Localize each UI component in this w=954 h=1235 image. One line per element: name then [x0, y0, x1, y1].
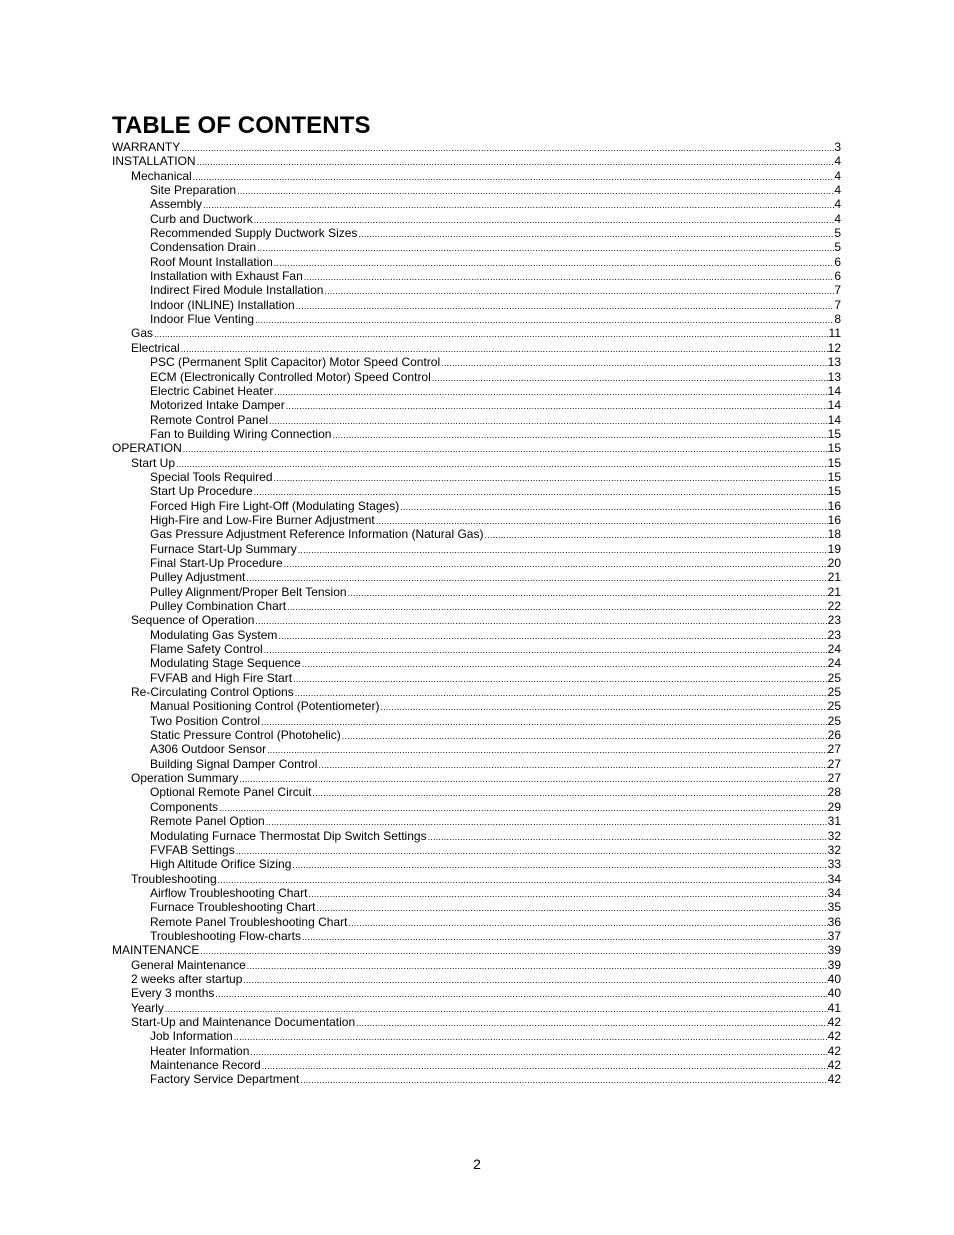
- toc-entry-label: FVFAB Settings: [150, 842, 235, 857]
- toc-entry[interactable]: [112, 843, 841, 857]
- toc-dot-leader: [379, 700, 827, 714]
- toc-entry[interactable]: [112, 470, 841, 484]
- toc-dot-leader: [196, 155, 835, 169]
- toc-entry[interactable]: [112, 283, 841, 297]
- toc-dot-leader: [315, 901, 827, 915]
- toc-entry-label: Electrical: [131, 340, 180, 355]
- toc-entry-label: Job Information: [150, 1029, 233, 1044]
- toc-entry[interactable]: [112, 1072, 841, 1086]
- toc-entry-label: Furnace Start-Up Summary: [150, 541, 297, 556]
- toc-entry-page: 16: [827, 512, 841, 527]
- toc-entry-label: Troubleshooting Flow-charts: [150, 928, 301, 943]
- toc-entry[interactable]: [112, 169, 841, 183]
- toc-entry-page: 42: [827, 1058, 841, 1072]
- toc-entry-label: Modulating Stage Sequence: [150, 656, 301, 671]
- toc-entry[interactable]: [112, 527, 841, 541]
- toc-entry-label: Motorized Intake Damper: [150, 398, 285, 413]
- toc-entry-label: Operation Summary: [131, 771, 239, 786]
- toc-entry-page: 26: [827, 728, 841, 743]
- toc-entry-page: 19: [827, 541, 841, 556]
- toc-entry-label: Remote Panel Troubleshooting Chart: [150, 914, 348, 929]
- toc-entry[interactable]: [112, 943, 841, 957]
- toc-entry-page: 21: [827, 584, 841, 599]
- toc-entry-page: 14: [827, 398, 841, 413]
- toc-entry-label: FVFAB and High Fire Start: [150, 670, 293, 685]
- toc-entry-page: 11: [828, 326, 841, 341]
- toc-entry-label: Maintenance Record: [150, 1058, 261, 1072]
- toc-entry-page: 22: [827, 599, 841, 613]
- toc-dot-leader: [263, 643, 828, 657]
- toc-entry-page: 5: [834, 240, 841, 255]
- toc-entry[interactable]: [112, 570, 841, 584]
- toc-dot-leader: [266, 743, 828, 757]
- toc-entry-label: Assembly: [150, 197, 203, 212]
- toc-entry-label: Final Start-Up Procedure: [150, 555, 283, 570]
- toc-dot-leader: [218, 801, 828, 815]
- toc-entry-page: 15: [827, 455, 841, 470]
- toc-dot-leader: [214, 987, 827, 1001]
- toc-entry-label: Electric Cabinet Heater: [150, 383, 274, 398]
- toc-entry-page: 12: [827, 340, 841, 355]
- toc-entry-label: OPERATION: [112, 441, 182, 456]
- toc-entry-page: 40: [827, 986, 841, 1001]
- toc-entry[interactable]: [112, 886, 841, 900]
- toc-entry[interactable]: [112, 742, 841, 756]
- toc-entry-page: 23: [827, 613, 841, 628]
- toc-dot-leader: [180, 141, 834, 155]
- toc-entry-label: Flame Safety Control: [150, 642, 263, 657]
- toc-entry-label: PSC (Permanent Split Capacitor) Motor Speed Control: [150, 355, 441, 370]
- toc-dot-leader: [253, 485, 828, 499]
- toc-entry-label: Pulley Adjustment: [150, 570, 246, 585]
- toc-dot-leader: [256, 241, 834, 255]
- toc-entry-page: 23: [827, 627, 841, 642]
- toc-entry-label: Modulating Gas System: [150, 627, 278, 642]
- toc-entry-page: 33: [827, 857, 841, 872]
- toc-entry[interactable]: [112, 341, 841, 355]
- toc-dot-leader: [175, 457, 828, 471]
- toc-entry[interactable]: [112, 499, 841, 513]
- toc-dot-leader: [399, 500, 827, 514]
- toc-entry-page: 20: [827, 555, 841, 570]
- toc-dot-leader: [254, 614, 827, 628]
- toc-entry[interactable]: [112, 1044, 841, 1058]
- toc-entry[interactable]: [112, 140, 841, 154]
- toc-entry[interactable]: [112, 226, 841, 240]
- toc-entry-page: 6: [834, 254, 841, 269]
- toc-dot-leader: [311, 786, 827, 800]
- toc-dot-leader: [307, 887, 827, 901]
- toc-entry[interactable]: [112, 255, 841, 269]
- toc-entry-label: Start-Up and Maintenance Documentation: [131, 1014, 356, 1029]
- toc-dot-leader: [341, 729, 828, 743]
- toc-entry-page: 36: [827, 914, 841, 929]
- page-number: 2: [473, 1156, 481, 1172]
- toc-dot-leader: [283, 557, 828, 571]
- toc-entry-page: 39: [827, 957, 841, 972]
- toc-dot-leader: [273, 256, 835, 270]
- toc-entry-label: Remote Control Panel: [150, 412, 269, 427]
- toc-entry-label: Heater Information: [150, 1043, 250, 1058]
- toc-entry[interactable]: [112, 556, 841, 570]
- toc-dot-leader: [242, 973, 827, 987]
- toc-entry-page: 7: [834, 283, 841, 298]
- toc-entry-label: Condensation Drain: [150, 240, 257, 255]
- toc-entry[interactable]: [112, 326, 841, 340]
- toc-dot-leader: [301, 930, 828, 944]
- toc-entry-label: INSTALLATION: [112, 154, 196, 169]
- toc-dot-leader: [355, 1016, 828, 1030]
- toc-entry-page: 42: [827, 1072, 841, 1087]
- toc-dot-leader: [261, 1059, 828, 1073]
- toc-entry-label: Gas Pressure Adjustment Reference Information (Natural Gas): [150, 527, 484, 542]
- toc-entry[interactable]: [112, 370, 841, 384]
- toc-entry-label: Furnace Troubleshooting Chart: [150, 900, 316, 915]
- toc-entry-page: 15: [827, 441, 841, 456]
- toc-dot-leader: [253, 213, 835, 227]
- toc-dot-leader: [260, 715, 828, 729]
- toc-entry-page: 4: [834, 183, 841, 198]
- toc-entry-page: 25: [827, 685, 841, 700]
- toc-entry-label: Forced High Fire Light-Off (Modulating Stages): [150, 498, 400, 513]
- toc-entry[interactable]: [112, 513, 841, 527]
- toc-dot-leader: [323, 284, 834, 298]
- toc-entry[interactable]: [112, 714, 841, 728]
- toc-entry-label: Manual Positioning Control (Potentiometer): [150, 699, 380, 714]
- toc-entry[interactable]: [112, 872, 841, 886]
- toc-dot-leader: [273, 471, 828, 485]
- toc-dot-leader: [440, 356, 828, 370]
- toc-entry-page: 4: [834, 211, 841, 226]
- toc-entry-label: ECM (Electronically Controlled Motor) Speed Control: [150, 369, 431, 384]
- toc-entry[interactable]: [112, 355, 841, 369]
- toc-entry-label: Installation with Exhaust Fan: [150, 269, 303, 284]
- toc-dot-leader: [217, 873, 828, 887]
- toc-entry-label: High-Fire and Low-Fire Burner Adjustment: [150, 512, 375, 527]
- toc-entry-page: 4: [834, 197, 841, 212]
- toc-entry[interactable]: [112, 857, 841, 871]
- toc-entry-label: Curb and Ductwork: [150, 211, 253, 226]
- toc-entry-label: Yearly: [131, 1000, 164, 1015]
- toc-entry-page: 13: [827, 355, 841, 370]
- toc-entry[interactable]: [112, 298, 841, 312]
- toc-entry-label: Start Up Procedure: [150, 484, 253, 499]
- toc-entry[interactable]: [112, 656, 841, 670]
- toc-dot-leader: [295, 299, 835, 313]
- toc-entry-label: Gas: [131, 326, 154, 341]
- toc-entry[interactable]: [112, 829, 841, 843]
- toc-entry[interactable]: [112, 212, 841, 226]
- toc-dot-leader: [317, 758, 827, 772]
- toc-dot-leader: [303, 270, 835, 284]
- toc-entry[interactable]: [112, 456, 841, 470]
- toc-dot-leader: [199, 944, 827, 958]
- toc-entry[interactable]: [112, 613, 841, 627]
- toc-entry-page: 21: [827, 570, 841, 585]
- toc-entry[interactable]: [112, 972, 841, 986]
- toc-entry[interactable]: [112, 986, 841, 1000]
- toc-entry-page: 24: [827, 656, 841, 671]
- toc-entry-page: 18: [827, 527, 841, 542]
- toc-dot-leader: [375, 514, 828, 528]
- toc-entry-page: 25: [827, 670, 841, 685]
- toc-entry-page: 3: [834, 140, 841, 154]
- toc-entry-label: General Maintenance: [131, 957, 246, 972]
- toc-entry[interactable]: [112, 441, 841, 455]
- toc-entry[interactable]: [112, 671, 841, 685]
- toc-entry-page: 25: [827, 699, 841, 714]
- toc-entry[interactable]: [112, 484, 841, 498]
- toc-entry-label: Re-Circulating Control Options: [131, 685, 294, 700]
- toc-entry-label: Optional Remote Panel Circuit: [150, 785, 312, 800]
- toc-entry[interactable]: [112, 599, 841, 613]
- toc-entry-page: 4: [834, 168, 841, 183]
- toc-entry-page: 4: [834, 154, 841, 169]
- toc-dot-leader: [285, 399, 828, 413]
- toc-entry[interactable]: [112, 1001, 841, 1015]
- toc-entry-page: 32: [827, 828, 841, 843]
- toc-entry-label: Special Tools Required: [150, 469, 273, 484]
- toc-entry-label: Roof Mount Installation: [150, 254, 273, 269]
- toc-entry-label: Mechanical: [131, 168, 192, 183]
- toc-entry[interactable]: [112, 585, 841, 599]
- toc-entry-label: Recommended Supply Ductwork Sizes: [150, 226, 358, 241]
- toc-entry[interactable]: [112, 685, 841, 699]
- toc-entry-page: 32: [827, 842, 841, 857]
- toc-entry-page: 13: [827, 369, 841, 384]
- toc-entry-label: Components: [150, 799, 219, 814]
- toc-entry-page: 24: [827, 642, 841, 657]
- toc-entry-page: 42: [827, 1014, 841, 1029]
- toc-entry[interactable]: [112, 183, 841, 197]
- toc-entry-page: 16: [827, 498, 841, 513]
- toc-dot-leader: [233, 1030, 828, 1044]
- toc-entry[interactable]: [112, 413, 841, 427]
- toc-entry[interactable]: [112, 915, 841, 929]
- toc-dot-leader: [273, 385, 827, 399]
- toc-entry-page: 14: [827, 412, 841, 427]
- toc-dot-leader: [301, 657, 828, 671]
- toc-dot-leader: [299, 1073, 827, 1087]
- toc-entry-page: 27: [827, 756, 841, 771]
- toc-entry-label: Building Signal Damper Control: [150, 756, 318, 771]
- toc-entry[interactable]: [112, 154, 841, 168]
- toc-dot-leader: [236, 184, 834, 198]
- toc-dot-leader: [431, 371, 828, 385]
- toc-entry[interactable]: [112, 800, 841, 814]
- toc-entry-page: 7: [834, 297, 841, 312]
- toc-entry-page: 39: [827, 943, 841, 958]
- toc-entry-label: Factory Service Department: [150, 1072, 300, 1087]
- toc-entry-label: Pulley Alignment/Proper Belt Tension: [150, 584, 347, 599]
- toc-entry-page: 41: [827, 1000, 841, 1015]
- toc-entry[interactable]: [112, 312, 841, 326]
- toc-dot-leader: [153, 327, 829, 341]
- toc-entry-label: Two Position Control: [150, 713, 261, 728]
- toc-entry[interactable]: [112, 757, 841, 771]
- toc-entry-label: Remote Panel Option: [150, 814, 265, 829]
- toc-dot-leader: [483, 528, 827, 542]
- toc-dot-leader: [249, 1045, 827, 1059]
- toc-list: [112, 140, 841, 1087]
- toc-entry[interactable]: [112, 1015, 841, 1029]
- toc-entry-page: 42: [827, 1029, 841, 1044]
- toc-entry[interactable]: [112, 642, 841, 656]
- toc-entry-page: 25: [827, 713, 841, 728]
- toc-entry[interactable]: [112, 427, 841, 441]
- toc-dot-leader: [292, 672, 828, 686]
- toc-entry[interactable]: [112, 728, 841, 742]
- toc-entry-page: 14: [827, 383, 841, 398]
- toc-entry-label: Fan to Building Wiring Connection: [150, 426, 332, 441]
- toc-entry-page: 31: [827, 814, 841, 829]
- toc-entry[interactable]: [112, 929, 841, 943]
- toc-entry[interactable]: [112, 197, 841, 211]
- toc-entry-page: 40: [827, 971, 841, 986]
- toc-entry-label: Indoor (INLINE) Installation: [150, 297, 295, 312]
- toc-entry[interactable]: [112, 628, 841, 642]
- toc-entry-page: 8: [834, 312, 841, 327]
- toc-entry-label: Site Preparation: [150, 183, 237, 198]
- toc-dot-leader: [277, 629, 827, 643]
- toc-entry-label: 2 weeks after startup: [131, 971, 243, 986]
- toc-dot-leader: [331, 428, 827, 442]
- toc-entry[interactable]: [112, 542, 841, 556]
- toc-entry[interactable]: [112, 269, 841, 283]
- toc-entry[interactable]: [112, 785, 841, 799]
- toc-title: TABLE OF CONTENTS: [112, 112, 371, 139]
- toc-dot-leader: [164, 1002, 828, 1016]
- toc-dot-leader: [357, 227, 834, 241]
- toc-dot-leader: [192, 170, 835, 184]
- toc-entry-page: 15: [827, 426, 841, 441]
- toc-dot-leader: [347, 586, 828, 600]
- toc-entry-label: WARRANTY: [112, 140, 181, 154]
- toc-entry[interactable]: [112, 1029, 841, 1043]
- toc-entry-page: 15: [827, 484, 841, 499]
- toc-entry-page: 27: [827, 742, 841, 757]
- toc-dot-leader: [291, 858, 827, 872]
- toc-entry[interactable]: [112, 398, 841, 412]
- toc-entry[interactable]: [112, 384, 841, 398]
- toc-dot-leader: [254, 313, 834, 327]
- toc-entry-label: High Altitude Orifice Sizing: [150, 857, 292, 872]
- toc-entry[interactable]: [112, 771, 841, 785]
- toc-entry-label: Every 3 months: [131, 986, 215, 1001]
- toc-entry-page: 34: [827, 871, 841, 886]
- toc-entry-label: MAINTENANCE: [112, 943, 200, 958]
- toc-dot-leader: [268, 414, 828, 428]
- toc-entry-label: Airflow Troubleshooting Chart: [150, 885, 308, 900]
- toc-entry[interactable]: [112, 240, 841, 254]
- toc-dot-leader: [347, 916, 827, 930]
- toc-dot-leader: [235, 844, 828, 858]
- toc-entry-label: Troubleshooting: [131, 871, 217, 886]
- toc-entry-page: 27: [827, 771, 841, 786]
- toc-entry[interactable]: [112, 958, 841, 972]
- toc-entry-page: 5: [834, 226, 841, 241]
- toc-dot-leader: [265, 815, 828, 829]
- toc-entry-label: Start Up: [131, 455, 176, 470]
- toc-entry-page: 37: [827, 928, 841, 943]
- toc-entry-label: Indirect Fired Module Installation: [150, 283, 324, 298]
- toc-entry-page: 28: [827, 785, 841, 800]
- toc-dot-leader: [245, 571, 827, 585]
- toc-dot-leader: [427, 830, 828, 844]
- toc-entry-label: Pulley Combination Chart: [150, 599, 287, 613]
- toc-entry-page: 35: [827, 900, 841, 915]
- toc-entry[interactable]: [112, 900, 841, 914]
- toc-entry-label: Static Pressure Control (Photohelic): [150, 728, 341, 743]
- toc-entry[interactable]: [112, 699, 841, 713]
- toc-dot-leader: [246, 959, 828, 973]
- toc-entry[interactable]: [112, 1058, 841, 1072]
- toc-dot-leader: [286, 600, 828, 614]
- toc-dot-leader: [297, 543, 828, 557]
- toc-entry-label: Sequence of Operation: [131, 613, 255, 628]
- toc-dot-leader: [294, 686, 828, 700]
- toc-entry[interactable]: [112, 814, 841, 828]
- toc-entry-page: 42: [827, 1043, 841, 1058]
- toc-dot-leader: [202, 198, 834, 212]
- toc-entry-label: A306 Outdoor Sensor: [150, 742, 267, 757]
- toc-entry-label: Modulating Furnace Thermostat Dip Switch Settings: [150, 828, 427, 843]
- toc-dot-leader: [180, 342, 828, 356]
- toc-entry-page: 29: [827, 799, 841, 814]
- toc-entry-page: 34: [827, 885, 841, 900]
- toc-entry-page: 15: [827, 469, 841, 484]
- toc-dot-leader: [182, 442, 828, 456]
- toc-entry-label: Indoor Flue Venting: [150, 312, 255, 327]
- toc-entry-page: 6: [834, 269, 841, 284]
- toc-dot-leader: [238, 772, 827, 786]
